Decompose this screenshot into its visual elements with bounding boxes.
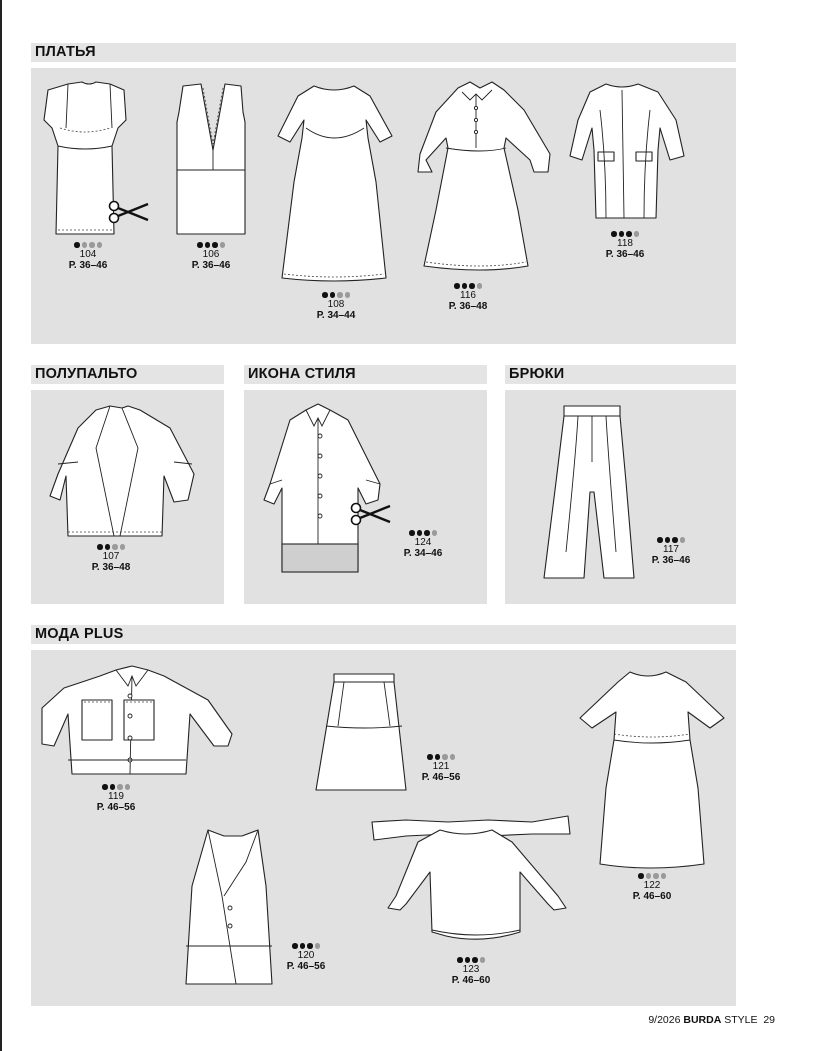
difficulty-dot-filled	[105, 544, 111, 550]
garment-dress-116	[418, 80, 558, 280]
model-number: 122	[643, 879, 661, 891]
difficulty-dot-filled	[197, 242, 203, 248]
item-label-121	[406, 754, 476, 783]
difficulty-dots	[636, 537, 706, 543]
difficulty-dot-empty	[634, 231, 640, 237]
difficulty-dot-filled	[465, 957, 471, 963]
item-label-106	[176, 242, 246, 271]
section-header-dresses	[31, 43, 736, 62]
size-range: Р. 36–46	[68, 259, 108, 271]
difficulty-dot-filled	[457, 957, 463, 963]
size-range: Р. 46–60	[451, 974, 491, 986]
garment-blouse-123	[370, 812, 576, 952]
difficulty-dot-filled	[212, 242, 218, 248]
garment-dress-122	[578, 668, 728, 870]
difficulty-dots	[53, 242, 123, 248]
item-label-122	[617, 873, 687, 902]
difficulty-dot-filled	[330, 292, 336, 298]
page-number: 29	[763, 1014, 775, 1026]
item-label-118	[590, 231, 660, 260]
size-range: Р. 36–46	[651, 554, 691, 566]
difficulty-dot-filled	[417, 530, 423, 536]
section-header-plus	[31, 625, 736, 644]
difficulty-dot-filled	[619, 231, 625, 237]
difficulty-dot-filled	[205, 242, 211, 248]
difficulty-dot-empty	[220, 242, 226, 248]
size-range: Р. 46–56	[421, 771, 461, 783]
model-number: 123	[462, 963, 480, 975]
difficulty-dot-filled	[97, 544, 103, 550]
difficulty-dot-empty	[653, 873, 659, 879]
item-label-124	[388, 530, 458, 559]
item-label-119	[81, 784, 151, 813]
difficulty-dots	[76, 544, 146, 550]
difficulty-dot-empty	[480, 957, 486, 963]
section-header-icon	[244, 365, 487, 384]
difficulty-dot-empty	[646, 873, 652, 879]
difficulty-dots	[406, 754, 476, 760]
item-label-107	[76, 544, 146, 573]
section-title: ИКОНА СТИЛЯ	[248, 366, 356, 382]
difficulty-dots	[433, 283, 503, 289]
garment-skirt-121	[314, 672, 414, 794]
difficulty-dots	[590, 231, 660, 237]
difficulty-dots	[436, 957, 506, 963]
section-title: БРЮКИ	[509, 366, 565, 382]
difficulty-dot-empty	[82, 242, 88, 248]
difficulty-dot-filled	[322, 292, 328, 298]
difficulty-dot-filled	[672, 537, 678, 543]
difficulty-dots	[81, 784, 151, 790]
model-number: 104	[79, 248, 97, 260]
section-title: ПЛАТЬЯ	[35, 44, 96, 60]
model-number: 107	[102, 550, 120, 562]
item-label-117	[636, 537, 706, 566]
size-range: Р. 46–56	[96, 801, 136, 813]
difficulty-dot-filled	[462, 283, 468, 289]
model-number: 124	[414, 536, 432, 548]
garment-dress-108	[276, 82, 396, 292]
model-number: 116	[460, 289, 476, 301]
magazine-name: STYLE	[724, 1014, 758, 1026]
issue-number: 9/2026	[648, 1014, 681, 1026]
size-range: Р. 36–46	[191, 259, 231, 271]
item-label-116	[433, 283, 503, 312]
item-label-104	[53, 242, 123, 271]
garment-jacket-119	[40, 664, 236, 782]
section-header-coats	[31, 365, 224, 384]
difficulty-dot-empty	[112, 544, 118, 550]
difficulty-dot-empty	[442, 754, 448, 760]
difficulty-dot-filled	[638, 873, 644, 879]
difficulty-dot-filled	[454, 283, 460, 289]
garment-dress-106	[175, 82, 255, 237]
difficulty-dot-filled	[307, 943, 313, 949]
item-label-120	[271, 943, 341, 972]
size-range: Р. 36–48	[448, 300, 488, 312]
size-range: Р. 36–48	[91, 561, 131, 573]
section-title: ПОЛУПАЛЬТО	[35, 366, 138, 382]
difficulty-dots	[176, 242, 246, 248]
model-number: 120	[297, 949, 315, 961]
page-edge-rule	[0, 0, 2, 1051]
difficulty-dot-empty	[337, 292, 343, 298]
difficulty-dot-filled	[409, 530, 415, 536]
model-number: 108	[327, 298, 345, 310]
scissors-icon	[350, 502, 392, 526]
brand-name: BURDA	[683, 1014, 722, 1026]
difficulty-dot-filled	[657, 537, 663, 543]
item-label-123	[436, 957, 506, 986]
size-range: Р. 34–46	[403, 547, 443, 559]
difficulty-dot-filled	[469, 283, 475, 289]
difficulty-dot-filled	[102, 784, 108, 790]
difficulty-dot-filled	[435, 754, 441, 760]
section-header-trousers	[505, 365, 736, 384]
garment-trousers-117	[542, 402, 638, 582]
difficulty-dots	[301, 292, 371, 298]
model-number: 119	[108, 790, 124, 802]
difficulty-dot-empty	[661, 873, 667, 879]
difficulty-dot-filled	[626, 231, 632, 237]
size-range: Р. 46–56	[286, 960, 326, 972]
difficulty-dot-empty	[89, 242, 95, 248]
difficulty-dot-filled	[300, 943, 306, 949]
difficulty-dot-filled	[74, 242, 80, 248]
model-number: 121	[432, 760, 450, 772]
item-label-108	[301, 292, 371, 321]
difficulty-dot-empty	[432, 530, 438, 536]
difficulty-dot-filled	[427, 754, 433, 760]
difficulty-dot-empty	[680, 537, 686, 543]
model-number: 117	[663, 543, 679, 555]
garment-coat-124	[272, 404, 382, 576]
garment-vest-120	[184, 826, 280, 988]
difficulty-dot-filled	[110, 784, 116, 790]
page-footer	[648, 1014, 775, 1026]
garment-coat-107	[56, 404, 208, 542]
section-title: МОДА PLUS	[35, 626, 124, 642]
difficulty-dot-empty	[477, 283, 483, 289]
difficulty-dot-empty	[345, 292, 351, 298]
difficulty-dot-filled	[611, 231, 617, 237]
garment-dress-118	[570, 80, 688, 230]
difficulty-dot-filled	[424, 530, 430, 536]
difficulty-dot-filled	[292, 943, 298, 949]
difficulty-dot-empty	[117, 784, 123, 790]
garment-dress-104	[44, 80, 154, 240]
size-range: Р. 34–44	[316, 309, 356, 321]
model-number: 106	[202, 248, 220, 260]
difficulty-dot-empty	[125, 784, 131, 790]
model-number: 118	[617, 237, 633, 249]
difficulty-dots	[388, 530, 458, 536]
difficulty-dot-filled	[472, 957, 478, 963]
difficulty-dot-empty	[120, 544, 126, 550]
difficulty-dot-empty	[315, 943, 321, 949]
size-range: Р. 36–46	[605, 248, 645, 260]
difficulty-dot-empty	[97, 242, 103, 248]
scissors-icon	[108, 200, 150, 224]
difficulty-dot-empty	[450, 754, 456, 760]
difficulty-dot-filled	[665, 537, 671, 543]
difficulty-dots	[617, 873, 687, 879]
size-range: Р. 46–60	[632, 890, 672, 902]
difficulty-dots	[271, 943, 341, 949]
